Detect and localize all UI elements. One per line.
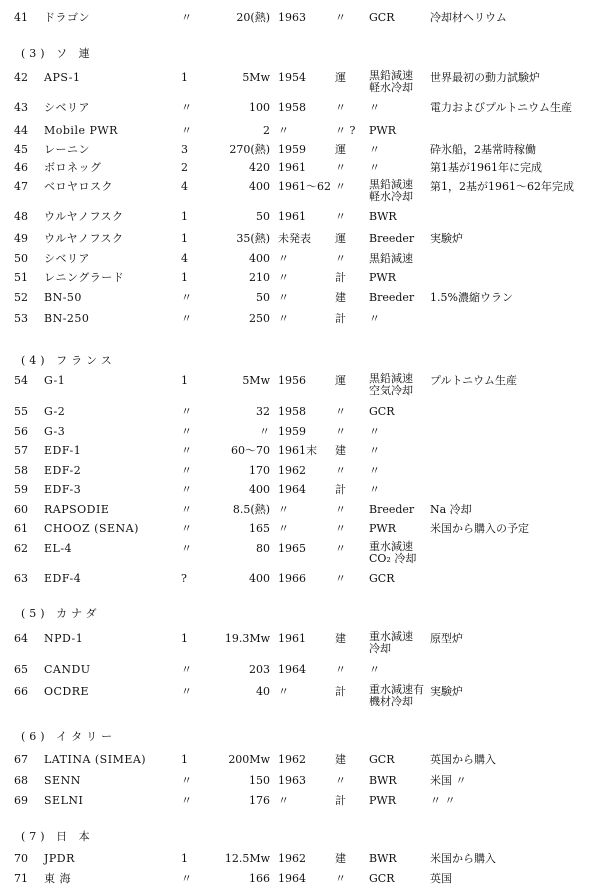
cell-year: 〃 [278,503,289,516]
cell-no: 45 [14,143,28,156]
cell-year: 1961末 [278,444,317,457]
cell-no: 50 [14,252,28,265]
cell-power: 60〜70 [231,444,270,457]
cell-status: 〃 ? [335,124,356,137]
cell-name: G-2 [44,405,66,418]
cell-year: 1961〜62 [278,180,331,193]
cell-power: 400 [249,252,270,265]
cell-power: 200Mw [228,753,270,766]
cell-year: 〃 [278,685,289,698]
cell-no: 59 [14,483,28,496]
cell-no: 52 [14,291,28,304]
cell-year: 1963 [278,11,306,24]
cell-name: ウルヤノフスク [44,210,124,223]
cell-name: SENN [44,774,81,787]
cell-units: 〃 [181,101,192,114]
cell-power: 35(熱) [236,232,270,245]
cell-type: PWR [369,522,396,535]
cell-type: GCR [369,753,395,766]
cell-remark: 米国から購入 [430,852,496,865]
cell-units: 〃 [181,503,192,516]
cell-status: 計 [335,483,346,496]
cell-status: 〃 [335,180,346,193]
cell-no: 54 [14,374,28,387]
cell-power: 20(熱) [236,11,270,24]
cell-units: 4 [181,180,188,193]
cell-remark: 砕氷船，2基常時稼働 [430,143,536,156]
cell-status: 〃 [335,11,346,24]
cell-no: 56 [14,425,28,438]
cell-status: 建 [335,632,346,645]
cell-name: シベリア [44,252,90,265]
cell-year: 1961 [278,210,306,223]
cell-units: 2 [181,161,188,174]
cell-name: EDF-1 [44,444,82,457]
cell-units: 〃 [181,11,192,24]
cell-status: 〃 [335,405,346,418]
cell-power: 150 [249,774,270,787]
cell-units: 4 [181,252,188,265]
cell-name: EDF-3 [44,483,82,496]
cell-status: 〃 [335,210,346,223]
cell-name: ボロネッグ [44,161,102,174]
cell-status: 運 [335,374,346,387]
cell-no: 41 [14,11,28,24]
cell-units: 1 [181,210,188,223]
cell-status: 〃 [335,522,346,535]
cell-status: 建 [335,444,346,457]
cell-status: 建 [335,753,346,766]
cell-power: 176 [249,794,270,807]
cell-year: 1964 [278,483,306,496]
cell-no: 66 [14,685,28,698]
cell-year: 〃 [278,271,289,284]
cell-year: 〃 [278,522,289,535]
cell-status: 計 [335,685,346,698]
cell-year: 〃 [278,794,289,807]
cell-units: 1 [181,374,188,387]
cell-name: EDF-2 [44,464,82,477]
cell-status: 〃 [335,872,346,885]
cell-year: 1964 [278,872,306,885]
cell-units: 〃 [181,872,192,885]
cell-year: 1959 [278,425,306,438]
cell-no: 70 [14,852,28,865]
cell-name: JPDR [44,852,75,865]
cell-type: 重水減速有 機材冷却 [369,683,424,708]
cell-type: BWR [369,774,397,787]
cell-no: 43 [14,101,28,114]
cell-no: 58 [14,464,28,477]
cell-year: 1958 [278,405,306,418]
cell-year: 〃 [278,312,289,325]
cell-name: EL-4 [44,542,73,555]
cell-power: 210 [249,271,270,284]
cell-year: 1962 [278,753,306,766]
cell-remark: 電力およびプルトニウム生産 [430,101,573,114]
cell-year: 〃 [278,124,289,137]
cell-status: 〃 [335,161,346,174]
cell-no: 64 [14,632,28,645]
cell-no: 71 [14,872,28,885]
cell-type: PWR [369,271,396,284]
cell-no: 48 [14,210,28,223]
cell-name: G-1 [44,374,66,387]
cell-power: 80 [256,542,270,555]
cell-status: 計 [335,271,346,284]
cell-power: 5Mw [242,374,270,387]
cell-name: BN-50 [44,291,82,304]
cell-status: 建 [335,291,346,304]
cell-status: 建 [335,852,346,865]
cell-type: 〃 [369,143,380,156]
cell-year: 1961 [278,161,306,174]
cell-remark: プルトニウム生産 [430,374,518,387]
cell-type: 〃 [369,663,380,676]
cell-units: 〃 [181,685,192,698]
cell-status: 運 [335,71,346,84]
cell-no: 53 [14,312,28,325]
cell-name: SELNI [44,794,84,807]
cell-remark: 世界最初の動力試験炉 [430,71,540,84]
cell-no: 63 [14,572,28,585]
cell-name: CHOOZ (SENA) [44,522,139,535]
cell-units: 1 [181,753,188,766]
cell-status: 〃 [335,572,346,585]
cell-remark: 英国から購入 [430,753,496,766]
cell-units: 1 [181,71,188,84]
cell-remark: 冷却材ヘリウム [430,11,507,24]
cell-type: GCR [369,405,395,418]
cell-year: 1962 [278,852,306,865]
cell-year: 1964 [278,663,306,676]
cell-power: 170 [249,464,270,477]
cell-type: 黒鉛減速 軽水冷却 [369,69,413,94]
cell-type: 重水減速 冷却 [369,630,413,655]
cell-type: 〃 [369,425,380,438]
cell-no: 67 [14,753,28,766]
cell-power: 12.5Mw [224,852,270,865]
cell-name: ベロヤロスク [44,180,113,193]
cell-name: NPD-1 [44,632,84,645]
cell-no: 69 [14,794,28,807]
cell-type: 〃 [369,444,380,457]
cell-type: GCR [369,872,395,885]
cell-no: 51 [14,271,28,284]
section-heading: (7) 日 本 [21,830,94,843]
cell-status: 〃 [335,425,346,438]
cell-remark: 原型炉 [430,632,463,645]
cell-type: 〃 [369,464,380,477]
cell-power: 100 [249,101,270,114]
cell-name: Mobile PWR [44,124,118,137]
cell-type: 〃 [369,101,380,114]
cell-power: 250 [249,312,270,325]
cell-status: 〃 [335,464,346,477]
cell-power: 270(熱) [229,143,270,156]
cell-power: 166 [249,872,270,885]
cell-remark: 米国から購入の予定 [430,522,529,535]
cell-type: Breeder [369,503,415,516]
cell-units: ? [181,572,187,585]
cell-year: 1966 [278,572,306,585]
cell-power: 8.5(熱) [232,503,270,516]
cell-no: 61 [14,522,28,535]
cell-status: 運 [335,143,346,156]
cell-status: 計 [335,312,346,325]
cell-name: LATINA (SIMEA) [44,753,147,766]
cell-name: レニングラード [44,271,125,284]
cell-remark: 英国 [430,872,452,885]
cell-power: 50 [256,291,270,304]
cell-power: 400 [249,483,270,496]
section-heading: (5) カナダ [21,607,101,620]
section-heading: (6) イタリー [21,730,117,743]
cell-year: 1954 [278,71,306,84]
cell-units: 〃 [181,444,192,457]
cell-type: 黒鉛減速 軽水冷却 [369,178,413,203]
cell-units: 〃 [181,464,192,477]
cell-type: 黒鉛減速 空気冷却 [369,372,413,397]
cell-power: 〃 [259,425,270,438]
cell-power: 165 [249,522,270,535]
cell-name: BN-250 [44,312,90,325]
cell-units: 3 [181,143,188,156]
cell-year: 〃 [278,291,289,304]
cell-power: 420 [249,161,270,174]
cell-no: 47 [14,180,28,193]
cell-name: OCDRE [44,685,90,698]
cell-status: 〃 [335,663,346,676]
cell-name: CANDU [44,663,91,676]
cell-no: 57 [14,444,28,457]
cell-remark: 実験炉 [430,685,463,698]
cell-units: 〃 [181,425,192,438]
cell-units: 1 [181,852,188,865]
cell-type: 黒鉛減速 [369,252,413,265]
cell-remark: 第1，2基が1961〜62年完成 [430,180,574,193]
cell-type: Breeder [369,232,415,245]
cell-power: 2 [263,124,270,137]
cell-year: 1956 [278,374,306,387]
cell-status: 〃 [335,542,346,555]
cell-status: 〃 [335,774,346,787]
cell-units: 〃 [181,312,192,325]
cell-no: 65 [14,663,28,676]
cell-year: 1963 [278,774,306,787]
cell-power: 19.3Mw [224,632,270,645]
cell-name: EDF-4 [44,572,82,585]
cell-power: 50 [256,210,270,223]
cell-year: 1961 [278,632,306,645]
cell-name: RAPSODIE [44,503,110,516]
cell-name: 東 海 [44,872,71,885]
cell-units: 1 [181,632,188,645]
section-heading: (3) ソ 連 [21,47,94,60]
cell-name: ウルヤノフスク [44,232,124,245]
cell-units: 〃 [181,774,192,787]
cell-name: シベリア [44,101,90,114]
cell-type: 〃 [369,483,380,496]
section-heading: (4) フランス [21,354,116,367]
cell-status: 〃 [335,252,346,265]
cell-units: 〃 [181,542,192,555]
cell-remark: Na 冷却 [430,503,472,516]
cell-units: 〃 [181,291,192,304]
cell-units: 〃 [181,483,192,496]
cell-name: G-3 [44,425,66,438]
cell-year: 1959 [278,143,306,156]
cell-no: 42 [14,71,28,84]
cell-year: 1962 [278,464,306,477]
cell-type: Breeder [369,291,415,304]
cell-status: 〃 [335,101,346,114]
cell-units: 〃 [181,522,192,535]
cell-no: 44 [14,124,28,137]
cell-name: レーニン [44,143,90,156]
cell-status: 〃 [335,503,346,516]
cell-no: 55 [14,405,28,418]
cell-no: 62 [14,542,28,555]
cell-remark: 〃 〃 [430,794,456,807]
cell-units: 1 [181,271,188,284]
cell-power: 400 [249,180,270,193]
cell-power: 203 [249,663,270,676]
cell-no: 46 [14,161,28,174]
cell-year: 1965 [278,542,306,555]
cell-no: 60 [14,503,28,516]
cell-year: 未発表 [278,232,311,245]
cell-name: APS-1 [44,71,81,84]
cell-name: ドラゴン [44,11,90,24]
cell-type: BWR [369,210,397,223]
cell-units: 〃 [181,794,192,807]
cell-year: 〃 [278,252,289,265]
cell-type: 重水減速 CO₂ 冷却 [369,540,417,565]
cell-power: 5Mw [242,71,270,84]
cell-year: 1958 [278,101,306,114]
cell-no: 68 [14,774,28,787]
cell-status: 運 [335,232,346,245]
cell-power: 400 [249,572,270,585]
cell-type: PWR [369,794,396,807]
cell-type: 〃 [369,312,380,325]
cell-remark: 実験炉 [430,232,463,245]
cell-status: 計 [335,794,346,807]
cell-power: 32 [256,405,270,418]
cell-type: GCR [369,11,395,24]
cell-remark: 1.5%濃縮ウラン [430,291,513,304]
cell-remark: 米国 〃 [430,774,467,787]
cell-type: GCR [369,572,395,585]
cell-no: 49 [14,232,28,245]
cell-units: 1 [181,232,188,245]
cell-power: 40 [256,685,270,698]
cell-type: 〃 [369,161,380,174]
cell-units: 〃 [181,124,192,137]
cell-type: PWR [369,124,396,137]
cell-type: BWR [369,852,397,865]
cell-units: 〃 [181,405,192,418]
cell-units: 〃 [181,663,192,676]
cell-remark: 第1基が1961年に完成 [430,161,542,174]
